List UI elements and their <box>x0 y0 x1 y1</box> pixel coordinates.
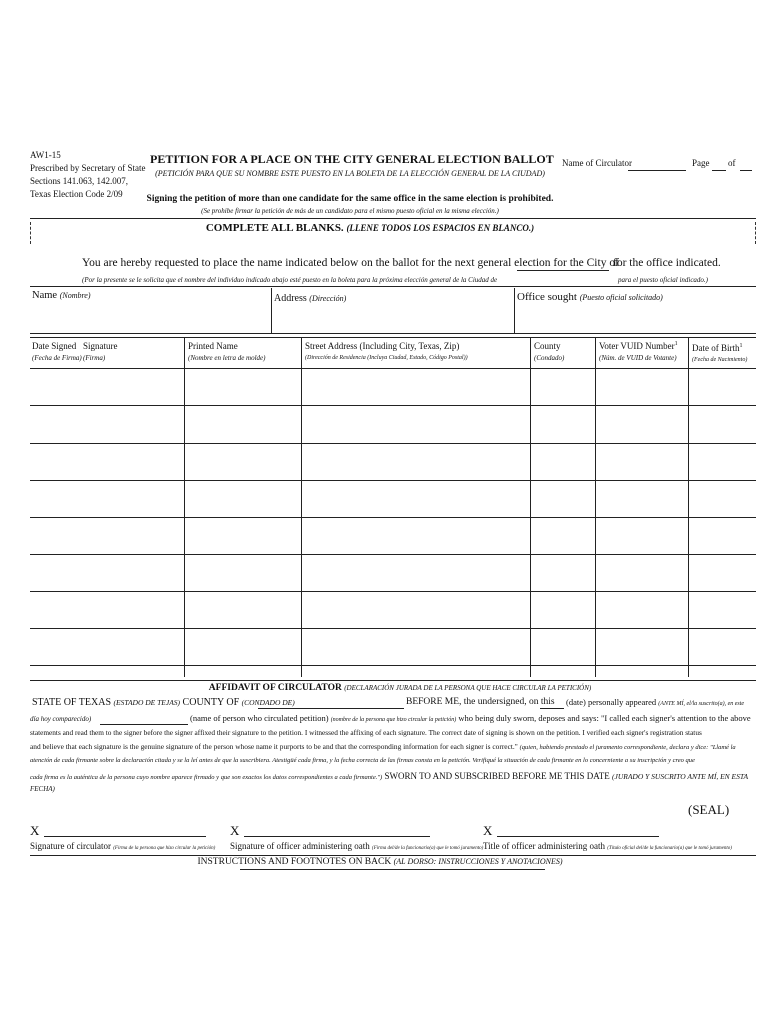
candidate-address-label <box>274 293 346 304</box>
candidate-box-bottom <box>30 333 756 334</box>
candidate-divider-1 <box>271 288 272 333</box>
footer-text: INSTRUCTIONS AND FOOTNOTES ON BACK <box>197 857 392 867</box>
request-text-es: (Por la presente se le solicita que el nombre del individuo indicado abajo esté puesto en la boleta para la próxima elección general de la Ciudad de <box>82 276 498 284</box>
affidavit-line6-es: cada firma es la auténtica de la persona cuyo nombre aparece firmado y que son exactos los datos correspondientes a cada firmante.") <box>30 774 383 781</box>
form-title: PETITION FOR A PLACE ON THE CITY GENERAL ELECTION BALLOT <box>150 152 554 166</box>
complete-all-blanks <box>160 222 580 234</box>
col-dob-header-es: (Fecha de Nacimiento) <box>692 357 748 363</box>
circulator-name-field[interactable] <box>628 170 686 171</box>
prescribed-by: Prescribed by Secretary of State <box>30 163 146 173</box>
affidavit-line2-es: día hoy comparecido) <box>30 715 92 723</box>
affidavit-line6 <box>30 771 748 781</box>
col-dob-header <box>692 343 743 353</box>
footer-text-es: (AL DORSO: INSTRUCCIONES Y ANOTACIONES) <box>393 857 563 866</box>
candidate-address-field[interactable] <box>274 305 512 332</box>
address-label-es: (Dirección) <box>309 294 347 303</box>
address-label: Address <box>274 293 307 304</box>
col-county-header-es: (Condado) <box>534 354 565 362</box>
affidavit-line2 <box>190 713 751 723</box>
candidate-name-field[interactable] <box>32 300 270 332</box>
state-label: STATE OF TEXAS <box>32 697 112 708</box>
col-printed-header: Printed Name <box>188 341 238 351</box>
request-text-end: for the office indicated. <box>613 257 721 269</box>
circulator-signature-field[interactable] <box>44 836 206 837</box>
col-divider-3 <box>301 337 302 677</box>
circulator-x-mark: X <box>30 823 40 838</box>
affidavit-county-field[interactable] <box>258 708 404 709</box>
page-total-field[interactable] <box>740 170 752 171</box>
county-label-es: (CONDADO DE) <box>241 698 295 707</box>
affidavit-line2-text: (name of person who circulated petition) <box>190 713 329 723</box>
city-field[interactable] <box>517 270 609 271</box>
officer-title-text-es: (Título oficial del/de la funcionario(a) que le tomó juramento) <box>607 846 732 851</box>
affidavit-line4-es: (quien, habiendo prestado el juramento correspondiente, declara y dice: "Llamé la <box>519 744 736 751</box>
table-row[interactable] <box>30 628 756 629</box>
col-street-header-es: (Dirección de Residencia (Incluya Ciudad, Estado, Código Postal)) <box>305 355 468 361</box>
affidavit-title-es: (DECLARACIÓN JURADA DE LA PERSONA QUE HACE CIRCULAR LA PETICIÓN) <box>344 684 592 692</box>
officer-title-label <box>483 841 732 851</box>
affidavit-fecha: FECHA) <box>30 785 55 793</box>
table-row[interactable] <box>30 554 756 555</box>
dob-footnote: 1 <box>739 343 743 349</box>
warning-text: Signing the petition of more than one candidate for the same office in the same election is prohibited. <box>146 194 554 204</box>
circulator-sig-text-es: (Firma de la persona que hizo circular la petición) <box>113 846 216 851</box>
officer-signature-field[interactable] <box>244 836 430 837</box>
request-text: You are hereby requested to place the name indicated below on the ballot for the next general election for the City of <box>82 257 619 269</box>
col-vuid-header-es: (Núm. de VUID de Votante) <box>599 354 677 362</box>
table-row[interactable] <box>30 368 756 369</box>
top-rule <box>30 218 756 219</box>
col-vuid-header <box>599 341 678 351</box>
affidavit-date-field[interactable] <box>540 708 564 709</box>
table-row[interactable] <box>30 405 756 406</box>
before-me-text: BEFORE ME, the undersigned, on this <box>406 697 555 707</box>
vuid-label: Voter VUID Number <box>599 341 675 351</box>
table-row[interactable] <box>30 517 756 518</box>
table-top <box>30 337 756 338</box>
col-printed-header-es: (Nombre en letra de molde) <box>188 354 266 362</box>
left-dash <box>30 222 32 244</box>
statute-code: Texas Election Code 2/09 <box>30 189 123 199</box>
complete-text-es: (LLENE TODOS LOS ESPACIOS EN BLANCO.) <box>346 223 535 233</box>
affidavit-line5-es: atención de cada firmante sobre la declaración citada y se la leí antes de que la suscribiera. Atestigüé cada firma, y la fecha correcta de las firmas consta en la petición. Verifiqué la situación de cada firmante en lo concerniente a su inscripción y creo que <box>30 757 695 764</box>
col-street-header: Street Address (Including City, Texas, Zip) <box>305 341 460 351</box>
col-divider-5 <box>595 337 596 677</box>
officer-title-text: Title of officer administering oath <box>483 841 605 851</box>
table-row[interactable] <box>30 443 756 444</box>
officer-signature-label <box>230 841 483 851</box>
circulator-name-field-affidavit[interactable] <box>100 724 188 725</box>
affidavit-line3: statements and read them to the signer before the signer affixed their signature to the petition. I witnessed the affixing of each signature. The correct date of signing is shown on the petition. I verified each signer's registration status <box>30 728 702 737</box>
request-text-es-end: para el puesto oficial indicado.) <box>618 276 709 284</box>
footer-instructions <box>150 857 610 867</box>
footer-rule <box>30 855 756 856</box>
footer-underline <box>240 869 545 870</box>
right-dash <box>755 222 757 244</box>
col-signature-header: Signature <box>83 341 118 351</box>
candidate-divider-2 <box>514 288 515 333</box>
vuid-footnote: 1 <box>674 341 678 347</box>
table-row[interactable] <box>30 480 756 481</box>
candidate-office-field[interactable] <box>517 305 753 332</box>
officer-sig-text-es: (Firma del/de la funcionario(a) que le tomó juramento) <box>372 846 484 851</box>
office-label: Office sought <box>517 291 577 303</box>
page-label: Page <box>692 158 710 168</box>
office-label-es: (Puesto oficial solicitado) <box>579 293 663 302</box>
name-label: Name <box>32 290 58 301</box>
col-date-header: Date Signed <box>32 341 77 351</box>
col-divider-4 <box>530 337 531 677</box>
sworn-text-es: (JURADO Y SUSCRITO ANTE MÍ, EN ESTA <box>612 772 749 781</box>
sworn-text: SWORN TO AND SUBSCRIBED BEFORE ME THIS DATE <box>384 771 610 781</box>
affidavit-line2-es-b: (nombre de la persona que hizo circular la petición) <box>330 717 457 723</box>
state-label-es: (ESTADO DE TEJAS) <box>113 698 181 707</box>
col-divider-6 <box>688 337 689 677</box>
page-number-field[interactable] <box>712 170 726 171</box>
affidavit-line2-end: who being duly sworn, deposes and says: "I called each signer's attention to the above <box>458 713 751 723</box>
form-code: AW1-15 <box>30 150 61 160</box>
county-label: COUNTY OF <box>182 697 240 708</box>
affidavit-line4-text: and believe that each signature is the genuine signature of the person whose name it purports to be and that the corresponding information for each signer is correct." <box>30 742 518 751</box>
dob-label: Date of Birth <box>692 343 740 353</box>
col-date-header-es: (Fecha de Firma) <box>32 354 82 362</box>
title-x-mark: X <box>483 823 493 838</box>
candidate-office-label <box>517 291 663 303</box>
officer-x-mark: X <box>230 823 240 838</box>
circulator-signature-label <box>30 841 215 851</box>
officer-title-field[interactable] <box>497 836 659 837</box>
form-title-es: (PETICIÓN PARA QUE SU NOMBRE ESTE PUESTO EN LA BOLETA DE LA ELECCIÓN GENERAL DE LA CIUDAD) <box>155 169 545 178</box>
affidavit-heading <box>150 683 650 693</box>
col-county-header: County <box>534 341 561 351</box>
table-row[interactable] <box>30 665 756 666</box>
col-signature-header-es: (Firma) <box>83 354 106 362</box>
col-divider-2 <box>184 337 185 677</box>
affidavit-line4 <box>30 742 736 751</box>
name-label-es: (Nombre) <box>59 291 91 300</box>
page-of-label: of <box>728 158 736 168</box>
date-appeared-es: (ANTE MÍ, el/la suscrito(a), en este <box>658 701 745 707</box>
table-row[interactable] <box>30 591 756 592</box>
complete-text: COMPLETE ALL BLANKS. <box>205 222 344 234</box>
affidavit-title: AFFIDAVIT OF CIRCULATOR <box>208 683 342 693</box>
affidavit-rule <box>30 680 756 681</box>
state-county-line <box>32 697 295 708</box>
statute-sections: Sections 141.063, 142.007, <box>30 176 128 186</box>
seal-label: (SEAL) <box>688 802 730 817</box>
officer-sig-text: Signature of officer administering oath <box>230 841 370 851</box>
circulator-name-label: Name of Circulator <box>562 158 632 168</box>
warning-text-es: (Se prohibe firmar la petición de más de un candidato para el mismo puesto oficial en la misma elección.) <box>201 207 499 215</box>
candidate-box-top <box>30 286 756 287</box>
date-appeared-text <box>566 697 744 707</box>
circulator-sig-text: Signature of circulator <box>30 841 111 851</box>
date-appeared: (date) personally appeared <box>566 697 657 707</box>
